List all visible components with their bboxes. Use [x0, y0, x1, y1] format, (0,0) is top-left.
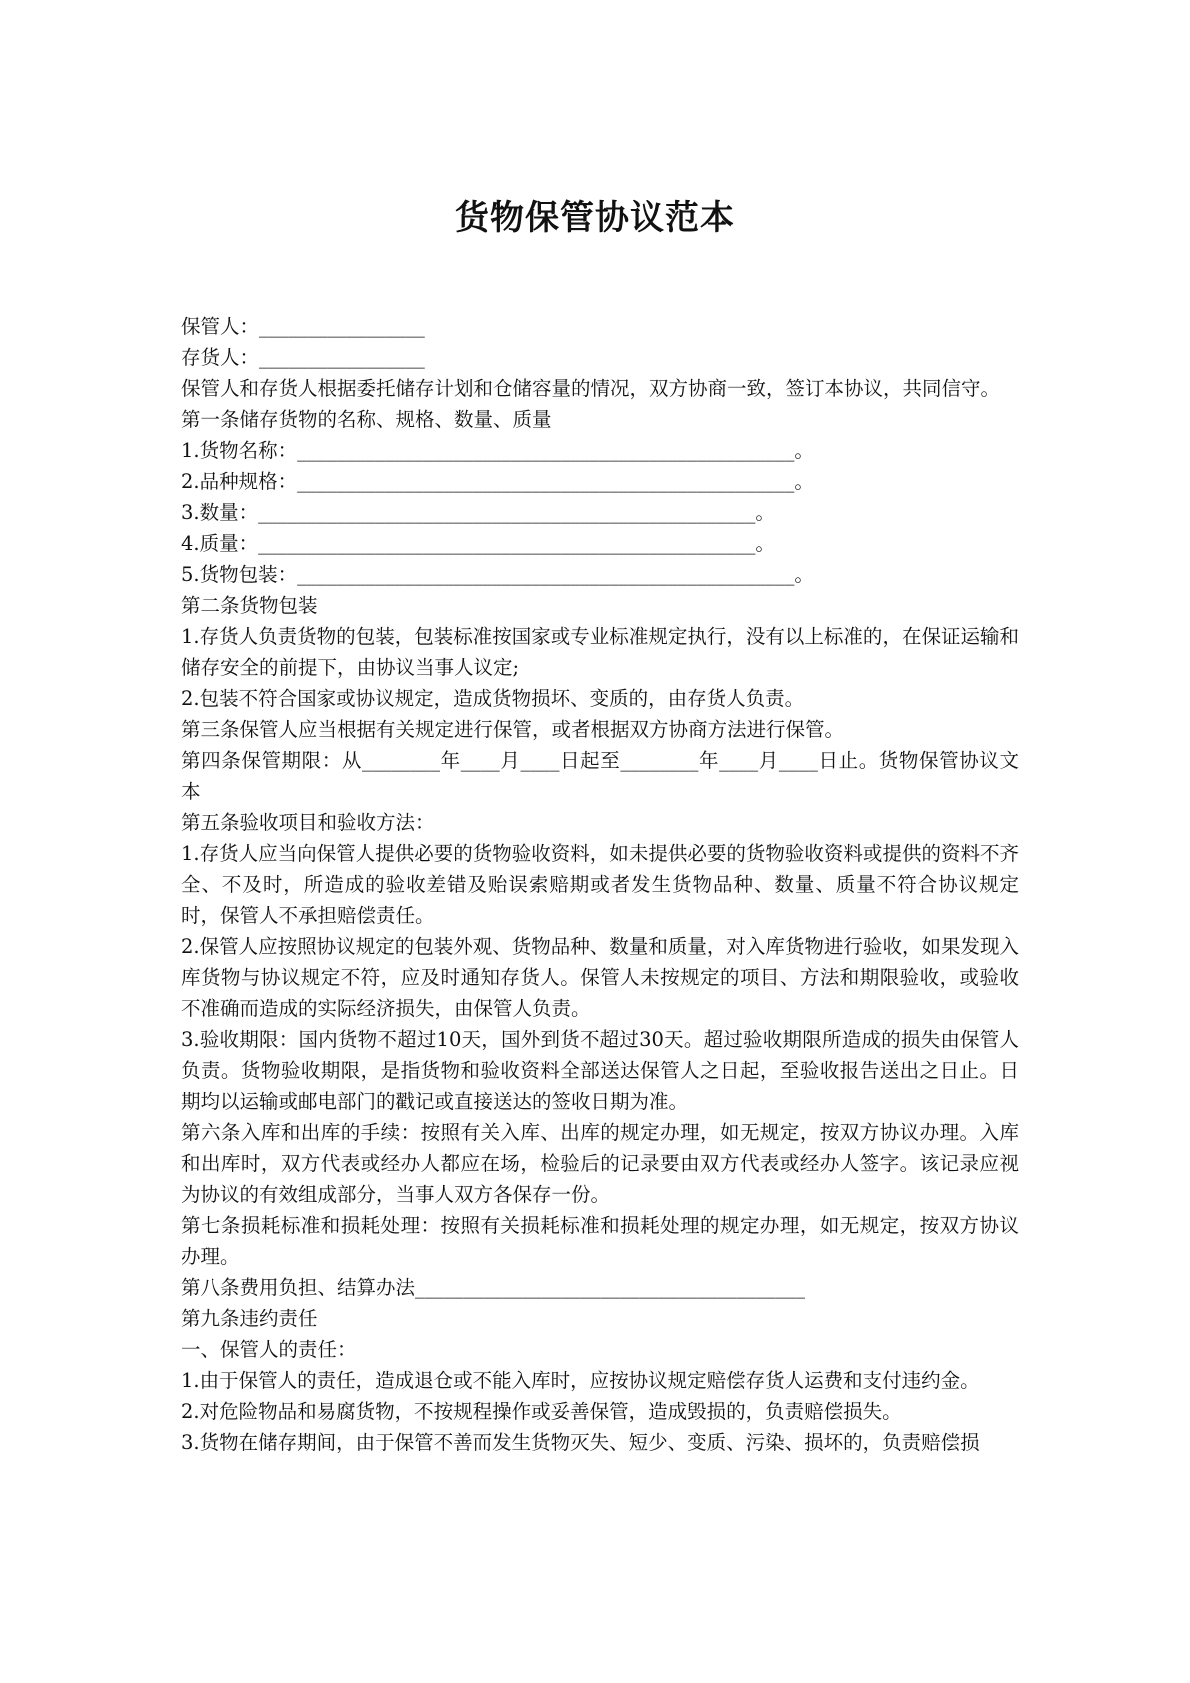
paragraph: 1.存货人应当向保管人提供必要的货物验收资料，如未提供必要的货物验收资料或提供的资料不齐全、不及时，所造成的验收差错及贻误索赔期或者发生货物品种、数量、质量不符合协议规定时，保管人不承担赔偿责任。: [181, 842, 1019, 927]
paragraph: 第二条货物包装: [181, 594, 318, 617]
paragraph: 2.对危险物品和易腐货物，不按规程操作或妥善保管，造成毁损的，负责赔偿损失。: [181, 1400, 902, 1423]
paragraph: 1.由于保管人的责任，造成退仓或不能入库时，应按协议规定赔偿存货人运费和支付违约金。: [181, 1369, 980, 1392]
paragraph: 1.货物名称：___________________________________________________。: [181, 439, 814, 462]
paragraph: 1.存货人负责货物的包装，包装标准按国家或专业标准规定执行，没有以上标准的，在保证运输和储存安全的前提下，由协议当事人议定;: [181, 625, 1019, 679]
paragraph: 第六条入库和出库的手续：按照有关入库、出库的规定办理，如无规定，按双方协议办理。入库和出库时，双方代表或经办人都应在场，检验后的记录要由双方代表或经办人签字。该记录应视为协议的有效组成部分，当事人双方各保存一份。: [181, 1121, 1019, 1206]
paragraph: 第九条违约责任: [181, 1307, 318, 1330]
paragraph: 第七条损耗标准和损耗处理：按照有关损耗标准和损耗处理的规定办理，如无规定，按双方协议办理。: [181, 1214, 1019, 1268]
paragraph: 3.货物在储存期间，由于保管不善而发生货物灭失、短少、变质、污染、损坏的，负责赔偿损: [181, 1431, 980, 1454]
paragraph: 2.保管人应按照协议规定的包装外观、货物品种、数量和质量，对入库货物进行验收，如果发现入库货物与协议规定不符，应及时通知存货人。保管人未按规定的项目、方法和期限验收，或验收不准确而造成的实际经济损失，由保管人负责。: [181, 935, 1019, 1020]
paragraph: 第一条储存货物的名称、规格、数量、质量: [181, 408, 552, 431]
paragraph: 保管人和存货人根据委托储存计划和仓储容量的情况，双方协商一致，签订本协议，共同信守。: [181, 377, 1001, 400]
paragraph: 5.货物包装：___________________________________________________。: [181, 563, 814, 586]
paragraph: 第四条保管期限：从________年____月____日起至________年____月____日止。货物保管协议文本: [181, 749, 1019, 803]
paragraph: 存货人：_________________: [181, 346, 425, 369]
paragraph: 2.品种规格：___________________________________________________。: [181, 470, 814, 493]
document-body: [181, 311, 1019, 1458]
paragraph: 第八条费用负担、结算办法________________________________________: [181, 1276, 806, 1299]
paragraph: 3.数量：___________________________________________________。: [181, 501, 775, 524]
paragraph: 第五条验收项目和验收方法：: [181, 811, 435, 834]
document-title: 货物保管协议范本: [455, 198, 735, 238]
paragraph: 保管人：_________________: [181, 315, 425, 338]
paragraph: 4.质量：___________________________________________________。: [181, 532, 775, 555]
paragraph: 2.包装不符合国家或协议规定，造成货物损坏、变质的，由存货人负责。: [181, 687, 805, 710]
paragraph: 第三条保管人应当根据有关规定进行保管，或者根据双方协商方法进行保管。: [181, 718, 845, 741]
paragraph: 3.验收期限：国内货物不超过10天，国外到货不超过30天。超过验收期限所造成的损失由保管人负责。货物验收期限，是指货物和验收资料全部送达保管人之日起，至验收报告送出之日止。日期均以运输或邮电部门的戳记或直接送达的签收日期为准。: [181, 1028, 1019, 1113]
paragraph: 一、保管人的责任：: [181, 1338, 357, 1361]
